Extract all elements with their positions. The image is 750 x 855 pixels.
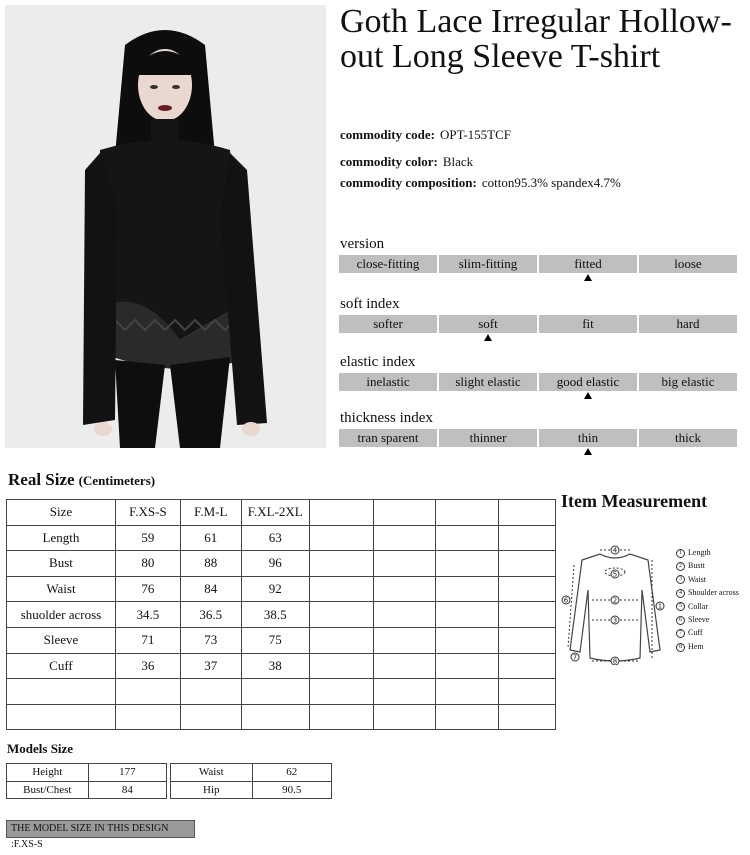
table-cell	[115, 704, 180, 730]
table-cell: 80	[115, 551, 180, 577]
commodity-code	[340, 127, 511, 143]
diagram-label: 5	[612, 570, 618, 579]
table-cell	[241, 679, 309, 705]
commodity-code-label: commodity code:	[340, 127, 435, 142]
table-cell	[499, 525, 556, 551]
table-cell	[499, 679, 556, 705]
table-row	[7, 764, 167, 782]
table-cell: Sleeve	[7, 627, 116, 653]
version-option: close-fitting	[339, 255, 437, 273]
legend-item: 6 Sleeve	[676, 613, 739, 626]
table-cell: 90.5	[252, 781, 332, 799]
table-cell	[499, 704, 556, 730]
table-cell	[241, 704, 309, 730]
soft-index-option: softer	[339, 315, 437, 333]
legend-item: 2 Bustt	[676, 559, 739, 572]
table-header-row	[7, 500, 556, 526]
table-cell	[499, 551, 556, 577]
elastic-index-option: big elastic	[639, 373, 737, 391]
table-cell	[436, 679, 499, 705]
table-row	[171, 781, 332, 799]
real-size-heading	[8, 470, 155, 490]
thickness-index-option: thinner	[439, 429, 537, 447]
table-cell	[499, 602, 556, 628]
table-cell	[7, 704, 116, 730]
table-cell: Length	[7, 525, 116, 551]
diagram-label: 8	[612, 657, 618, 665]
legend-item: 7 Cuff	[676, 626, 739, 639]
diagram-label: 2	[612, 596, 618, 605]
table-cell: 71	[115, 627, 180, 653]
commodity-color-label: commodity color:	[340, 154, 438, 169]
table-cell: 59	[115, 525, 180, 551]
diagram-label: 7	[572, 653, 578, 662]
thickness-index-title: thickness index	[340, 410, 433, 426]
table-cell	[373, 525, 436, 551]
table-cell: Waist	[7, 576, 116, 602]
table-cell: 92	[241, 576, 309, 602]
real-size-title: Real Size	[8, 470, 75, 489]
table-cell	[499, 627, 556, 653]
table-header-cell	[499, 500, 556, 526]
table-cell: 73	[180, 627, 241, 653]
table-cell	[180, 704, 241, 730]
table-cell: 34.5	[115, 602, 180, 628]
table-cell	[373, 679, 436, 705]
table-cell	[436, 551, 499, 577]
table-cell: 36	[115, 653, 180, 679]
diagram-label: 1	[657, 602, 663, 611]
table-header-cell	[436, 500, 499, 526]
table-cell: 38.5	[241, 602, 309, 628]
table-row	[171, 764, 332, 782]
table-cell: 38	[241, 653, 309, 679]
table-cell	[436, 525, 499, 551]
version-option: loose	[639, 255, 737, 273]
real-size-table	[6, 499, 556, 730]
table-cell	[180, 679, 241, 705]
table-cell	[373, 551, 436, 577]
soft-index-option: fit	[539, 315, 637, 333]
table-cell	[436, 653, 499, 679]
elastic-index-selected-marker	[584, 392, 592, 399]
version-scale	[339, 255, 737, 273]
table-cell	[499, 653, 556, 679]
table-cell: 36.5	[180, 602, 241, 628]
table-cell	[436, 627, 499, 653]
models-size-table-right	[170, 763, 332, 799]
table-row	[7, 653, 556, 679]
table-row	[7, 627, 556, 653]
table-cell	[373, 627, 436, 653]
table-row	[7, 551, 556, 577]
table-cell	[309, 627, 373, 653]
table-cell	[309, 653, 373, 679]
diagram-label: 6	[563, 596, 569, 605]
table-header-cell: F.XL-2XL	[241, 500, 309, 526]
elastic-index-option: slight elastic	[439, 373, 537, 391]
commodity-composition	[340, 175, 621, 191]
table-cell: 75	[241, 627, 309, 653]
table-cell: 84	[88, 781, 166, 799]
model-size-note: THE MODEL SIZE IN THIS DESIGN :F.XS-S	[6, 820, 195, 838]
legend-item: 4 Shoulder across	[676, 586, 739, 599]
table-header-cell: F.M-L	[180, 500, 241, 526]
measurement-legend	[676, 546, 739, 653]
table-cell: Cuff	[7, 653, 116, 679]
table-cell	[373, 653, 436, 679]
table-cell: shuolder across	[7, 602, 116, 628]
legend-item: 1 Length	[676, 546, 739, 559]
soft-index-selected-marker	[484, 334, 492, 341]
table-row	[7, 576, 556, 602]
table-cell	[309, 525, 373, 551]
table-cell: 88	[180, 551, 241, 577]
soft-index-title: soft index	[340, 296, 400, 312]
table-cell: Waist	[171, 764, 253, 782]
table-row	[7, 602, 556, 628]
table-header-cell: F.XS-S	[115, 500, 180, 526]
table-cell: 61	[180, 525, 241, 551]
table-cell: 84	[180, 576, 241, 602]
product-title: Goth Lace Irregular Hollow-out Long Sleeve T-shirt	[340, 3, 732, 75]
table-cell	[436, 602, 499, 628]
model-illustration	[5, 5, 326, 448]
item-measurement-title: Item Measurement	[561, 491, 708, 511]
thickness-index-option: tran sparent	[339, 429, 437, 447]
table-row	[7, 525, 556, 551]
table-cell: 177	[88, 764, 166, 782]
legend-item: 3 Waist	[676, 573, 739, 586]
legend-item: 8 Hem	[676, 640, 739, 653]
elastic-index-title: elastic index	[340, 354, 416, 370]
table-cell	[115, 679, 180, 705]
diagram-label: 3	[612, 616, 618, 625]
table-cell	[309, 704, 373, 730]
garment-diagram	[560, 540, 670, 665]
table-cell	[436, 576, 499, 602]
table-cell	[436, 704, 499, 730]
commodity-composition-label: commodity composition:	[340, 175, 477, 190]
table-cell	[309, 679, 373, 705]
thickness-index-option: thick	[639, 429, 737, 447]
table-cell	[373, 602, 436, 628]
table-cell: 76	[115, 576, 180, 602]
commodity-code-value: OPT-155TCF	[439, 127, 511, 142]
models-size-title: Models Size	[7, 741, 74, 756]
diagram-label: 4	[612, 546, 618, 555]
version-title: version	[340, 236, 385, 252]
commodity-color-value: Black	[442, 154, 474, 169]
table-row	[7, 679, 556, 705]
commodity-color	[340, 154, 473, 170]
table-cell: Bust/Chest	[7, 781, 89, 799]
table-cell: Height	[7, 764, 89, 782]
soft-index-scale	[339, 315, 737, 333]
table-cell	[373, 576, 436, 602]
table-header-cell: Size	[7, 500, 116, 526]
thickness-index-option: thin	[539, 429, 637, 447]
table-cell: Bust	[7, 551, 116, 577]
table-cell: 62	[252, 764, 332, 782]
models-size-table-left	[6, 763, 167, 799]
thickness-index-selected-marker	[584, 448, 592, 455]
table-cell: 63	[241, 525, 309, 551]
legend-item: 5 Collar	[676, 600, 739, 613]
table-cell: 96	[241, 551, 309, 577]
version-option: fitted	[539, 255, 637, 273]
table-cell	[309, 551, 373, 577]
table-cell: Hip	[171, 781, 253, 799]
soft-index-option: hard	[639, 315, 737, 333]
table-header-cell	[309, 500, 373, 526]
table-header-cell	[373, 500, 436, 526]
elastic-index-scale	[339, 373, 737, 391]
thickness-index-scale	[339, 429, 737, 447]
product-photo	[5, 5, 326, 448]
table-cell	[309, 576, 373, 602]
version-selected-marker	[584, 274, 592, 281]
version-option: slim-fitting	[439, 255, 537, 273]
table-cell	[373, 704, 436, 730]
real-size-unit: (Centimeters)	[78, 473, 156, 488]
commodity-composition-value: cotton95.3% spandex4.7%	[481, 175, 621, 190]
elastic-index-option: inelastic	[339, 373, 437, 391]
soft-index-option: soft	[439, 315, 537, 333]
elastic-index-option: good elastic	[539, 373, 637, 391]
table-cell	[7, 679, 116, 705]
table-cell	[309, 602, 373, 628]
table-row	[7, 781, 167, 799]
table-row	[7, 704, 556, 730]
table-cell	[499, 576, 556, 602]
table-cell: 37	[180, 653, 241, 679]
